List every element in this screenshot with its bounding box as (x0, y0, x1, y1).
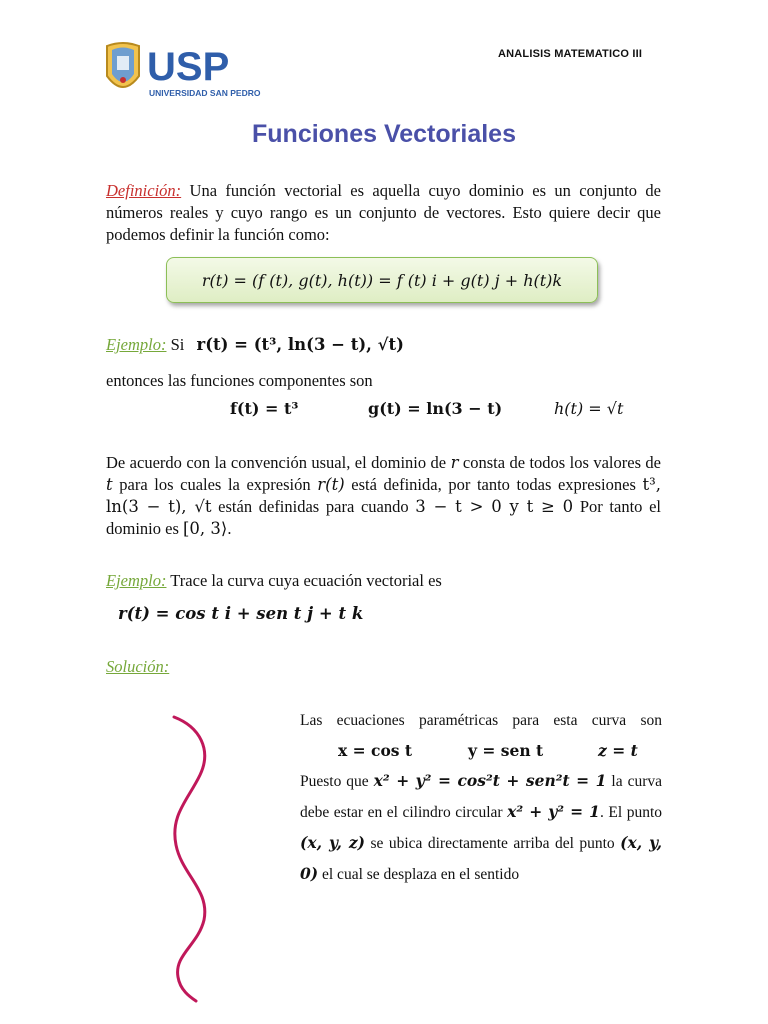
domain-r: r (450, 453, 459, 472)
domain-rt: r(t) (317, 475, 345, 494)
vector-function-formula: r(t) = (f (t), g(t), h(t)) = f (t) i + g(t) j + h(t)k (201, 270, 563, 290)
domain-paragraph (106, 452, 661, 540)
example-1-equation: r(t) = (t³, ln(3 − t), √t) (196, 335, 404, 354)
domain-text: Por tanto el dominio es (106, 497, 661, 538)
page-title: Funciones Vectoriales (252, 120, 516, 148)
parametric-equations (300, 736, 662, 766)
domain-condition: 3 − t > 0 y t ≥ 0 (415, 497, 574, 516)
domain-text: para los cuales la expresión (112, 475, 318, 494)
example-2-text: Trace la curva cuya ecuación vectorial es (166, 571, 442, 590)
definition-paragraph (106, 180, 661, 246)
domain-t: t (106, 475, 113, 494)
point-xyz: (x, y, z) (300, 833, 365, 852)
domain-interval: [0, 3⟩ (183, 519, 228, 538)
solution-sentence: Puesto que (300, 773, 374, 790)
helix-curve (174, 717, 205, 1001)
components-intro: entonces las funciones componentes son (106, 371, 373, 390)
svg-text:UNIVERSIDAD SAN PEDRO: UNIVERSIDAD SAN PEDRO (149, 88, 261, 98)
domain-expressions: t³, ln(3 − t), √t (106, 475, 661, 516)
solution-heading (106, 656, 169, 678)
example-1-si: Si (166, 335, 189, 354)
identity-equation: x² + y² = cos²t + sen²t = 1 (373, 771, 607, 790)
formula-box (166, 257, 598, 303)
course-name: ANALISIS MATEMATICO III (498, 48, 643, 60)
component-f: f(t) = t³ (230, 399, 299, 418)
component-h: h(t) = √t (554, 399, 624, 418)
definition-label: Definición: (106, 181, 182, 200)
domain-text: consta de todos los valores de (458, 453, 661, 472)
definition-text: Una función vectorial es aquella cuyo dominio es un conjunto de números reales y cuyo rango es un conjunto de vectores. Esto quiere decir que podemos definir la función como: (106, 181, 661, 244)
parametric-intro: Las ecuaciones paramétricas para esta curva son (300, 712, 662, 729)
example-2 (106, 570, 442, 592)
domain-text: De acuerdo con la convención usual, el dominio de (106, 453, 451, 472)
component-g: g(t) = ln(3 − t) (368, 399, 503, 418)
cylinder-paragraph (300, 766, 662, 890)
solution-sentence: el cual se desplaza en el sentido (318, 866, 520, 883)
cylinder-equation: x² + y² = 1 (507, 802, 600, 821)
solution-text (300, 706, 662, 890)
domain-text: están definidas para cuando (211, 497, 416, 516)
solution-label: Solución: (106, 657, 170, 676)
param-z: z = t (598, 741, 638, 760)
example-1 (106, 334, 404, 356)
helix-curve-drawing (160, 705, 230, 1005)
example-1-label: Ejemplo: (106, 335, 167, 354)
example-2-equation: r(t) = cos t i + sen t j + t k (118, 604, 364, 623)
university-logo (103, 40, 273, 102)
example-2-label: Ejemplo: (106, 571, 167, 590)
solution-sentence: la curva debe estar en el cilindro circular (300, 773, 663, 821)
solution-sentence: se ubica directamente arriba del punto (365, 835, 621, 852)
param-y: y = sen t (468, 741, 544, 760)
param-x: x = cos t (338, 741, 413, 760)
svg-text:USP: USP (147, 45, 230, 89)
solution-sentence: . El punto (599, 804, 663, 821)
domain-text: está definida, por tanto todas expresiones (344, 475, 643, 494)
point-xy0: (x, y, 0) (300, 833, 662, 883)
domain-text: . (227, 519, 232, 538)
